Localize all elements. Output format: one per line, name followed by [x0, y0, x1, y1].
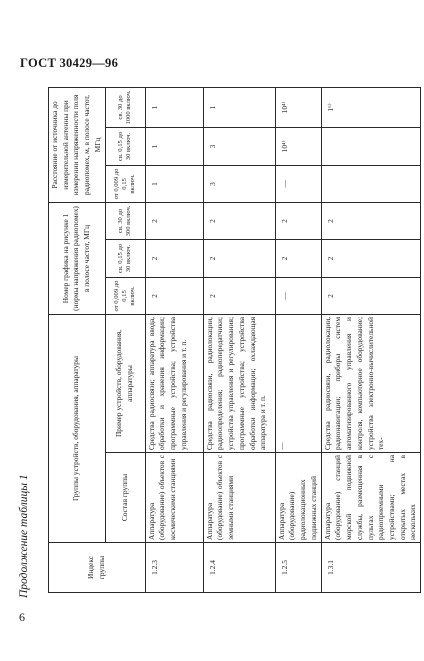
header-band: св. 0,15 до 30 включ.	[105, 239, 145, 277]
header-distance: Расстояние от источника до измерительной антенны при измерении напряженности поля радиопомех, м, в полосе частот, МГц	[49, 87, 106, 202]
header-groups: Группы устройств, оборудования, аппаратуры	[49, 314, 106, 542]
header-band: от 0,009 до 0,15 включ.	[105, 277, 145, 314]
header-index: Индекс группы	[49, 543, 146, 593]
table-continuation-caption: Продолжение таблицы 1	[18, 474, 30, 598]
table-row	[203, 87, 275, 592]
row-value	[321, 165, 421, 202]
row-index: 1.2.3	[145, 543, 203, 593]
row-example: Средства радиосвязи; аппаратура ввода, обработки и хранения информации; программные устройства; устройства управления и регулирования и т. п.	[145, 314, 203, 452]
row-index: 1.2.5	[275, 543, 321, 593]
row-group-name: Аппаратура (оборудование) объектов с земными станциями	[203, 453, 275, 543]
row-example: Средства радиосвязи, радиолокации, радиоопределения; радиопередатчики; устройства управления и регулирования; программные устройства; устройства обработки информации; охлаждающая аппаратура и т. п.	[203, 314, 275, 452]
row-value: 2	[203, 277, 275, 314]
row-value: 3	[203, 165, 275, 202]
row-value: 2	[321, 202, 421, 239]
row-value: 2	[145, 277, 203, 314]
row-value	[321, 127, 421, 165]
row-value: 2	[321, 277, 421, 314]
row-value: —	[275, 277, 321, 314]
table-row	[275, 87, 321, 592]
row-index: 1.2.4	[203, 543, 275, 593]
row-value: 3	[203, 127, 275, 165]
row-value: —	[275, 165, 321, 202]
row-value: 1	[203, 87, 275, 127]
table-row	[321, 87, 421, 592]
row-value: 2	[275, 202, 321, 239]
header-band: св. 30 до 1000 включ.	[105, 87, 145, 127]
row-index: 1.3.1	[321, 543, 421, 593]
row-example: Средства радиосвязи, радиолокации, радионавигации; приборы систем автоматизированного управления и контроля, компьютерное оборудование; устройства электронно-вычислительной тех-	[321, 314, 421, 452]
header-group-name: Состав группы	[105, 453, 145, 543]
rotated-table-container	[48, 88, 418, 593]
row-group-name: Аппаратура (оборудование) объектов с космическими станциями	[145, 453, 203, 543]
row-value: 2	[321, 239, 421, 277]
row-value: 2	[145, 202, 203, 239]
header-group-example: Пример устройств, оборудования, аппаратуры	[105, 314, 145, 452]
row-value: 2	[145, 239, 203, 277]
standards-table	[48, 87, 421, 593]
row-value: 2	[275, 239, 321, 277]
standard-header: ГОСТ 30429—96	[20, 56, 119, 70]
row-value: 1	[145, 127, 203, 165]
row-example: —	[275, 314, 321, 452]
header-band: св. 0,15 до 30 включ.	[105, 127, 145, 165]
row-group-name: Аппаратура (оборудование) станций морской подвижной службы, размещенная в пультах с радиоприемными устройствами; на открытых местах в нескольких	[321, 453, 421, 543]
header-band: св. 30 до 300 включ.	[105, 202, 145, 239]
row-value: 2	[203, 239, 275, 277]
row-group-name: Аппаратура (оборудование) радиолокационных подвижных станций	[275, 453, 321, 543]
row-value: 2	[203, 202, 275, 239]
row-value: 10⁴⁾	[275, 87, 321, 127]
table-row	[145, 87, 203, 592]
row-value: 1⁶⁾	[321, 87, 421, 127]
header-band: от 0,009 до 0,15 включ.	[105, 165, 145, 202]
page-number: 6	[19, 610, 25, 624]
row-value: 1	[145, 165, 203, 202]
row-value: 1	[145, 87, 203, 127]
header-graph: Номер графика на рисунке 1 (нормы напряжения радиопомех) в полосе частот, МГц	[49, 202, 106, 314]
row-value: 10⁴⁾	[275, 127, 321, 165]
